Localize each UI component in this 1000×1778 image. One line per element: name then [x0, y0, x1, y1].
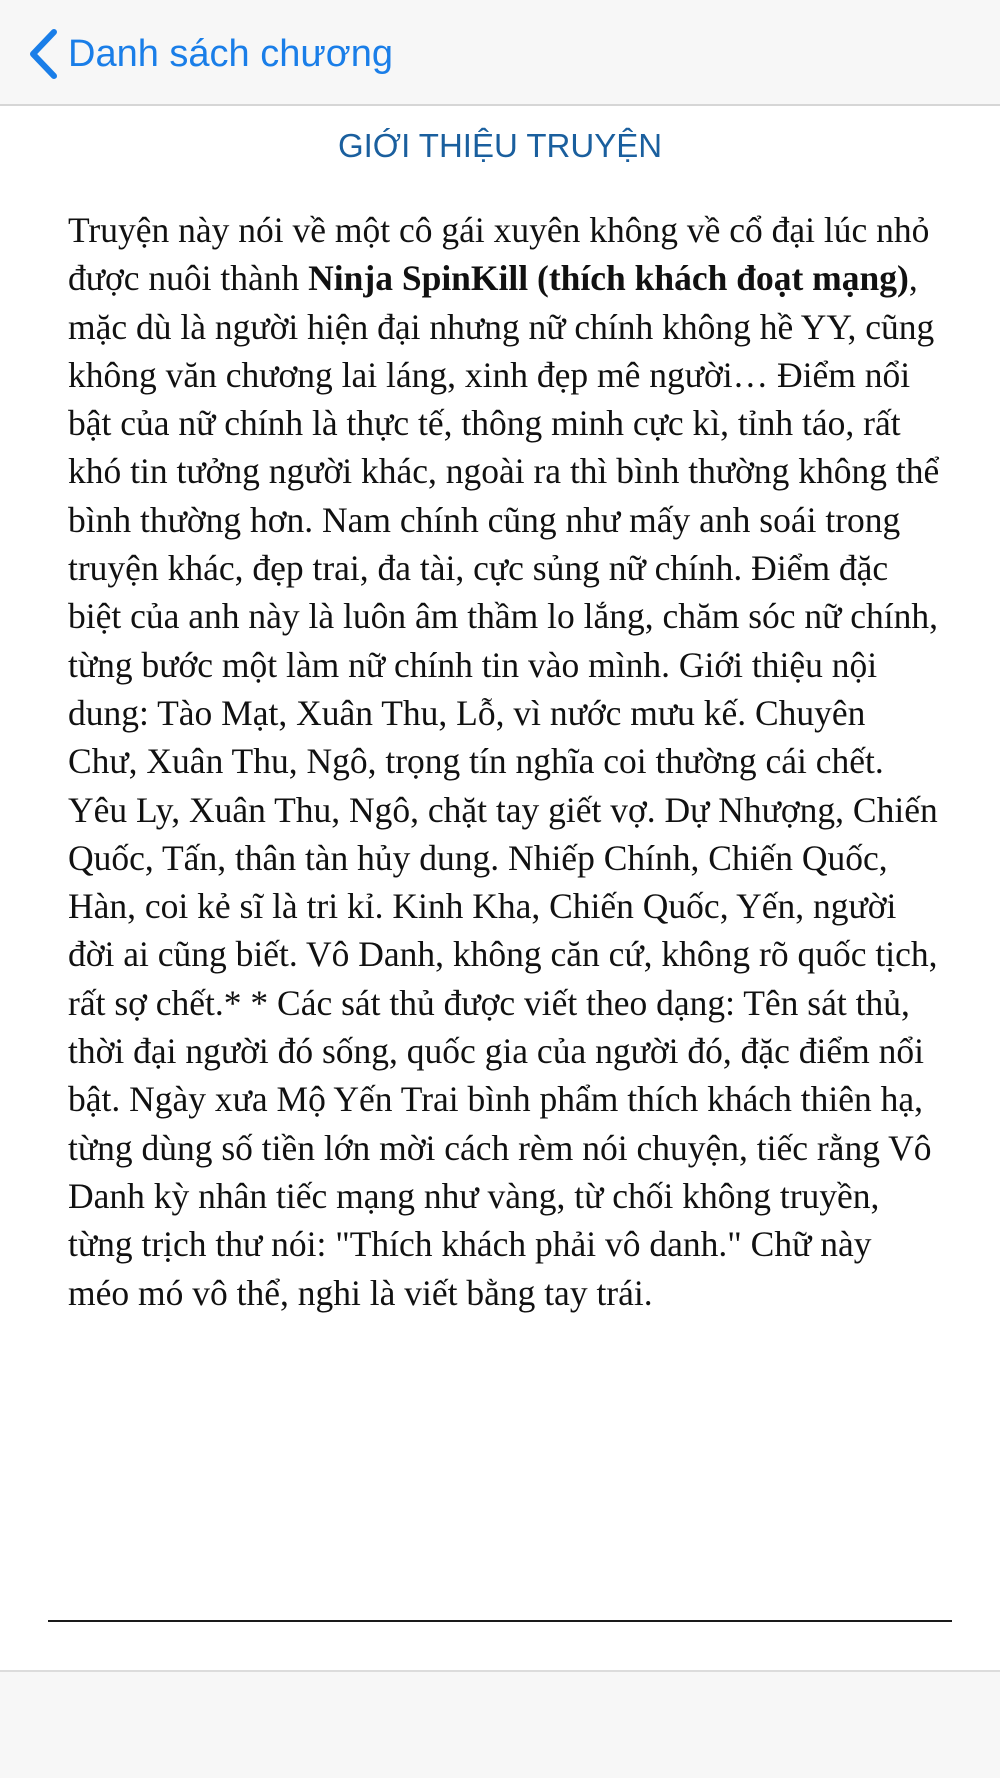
intro-text-bold: Ninja SpinKill (thích khách đoạt mạng): [308, 258, 909, 299]
content-divider: [48, 1620, 952, 1622]
bottom-toolbar: [0, 1670, 1000, 1778]
navigation-bar: [0, 0, 1000, 106]
story-intro-text: [68, 206, 940, 1317]
page-title: GIỚI THIỆU TRUYỆN: [337, 127, 663, 164]
intro-text-part2: , mặc dù là người hiện đại nhưng nữ chính không hề YY, cũng không văn chương lai láng, xinh đẹp mê người… Điểm nổi bật của nữ chính là thực tế, thông minh cực kì, tỉnh táo, rất khó tin tưởng người khác, ngoài ra thì bình thường không thể bình thường hơn. Nam chính cũng như mấy anh soái trong truyện khác, đẹp trai, đa tài, cực sủng nữ chính. Điểm đặc biệt của anh này là luôn âm thầm lo lắng, chăm sóc nữ chính, từng bước một làm nữ chính tin vào mình. Giới thiệu nội dung: Tào Mạt, Xuân Thu, Lỗ, vì nước mưu kế. Chuyên Chư, Xuân Thu, Ngô, trọng tín nghĩa coi thường cái chết. Yêu Ly, Xuân Thu, Ngô, chặt tay giết vợ. Dự Nhượng, Chiến Quốc, Tấn, thân tàn hủy dung. Nhiếp Chính, Chiến Quốc, Hàn, coi kẻ sĩ là tri kỉ. Kinh Kha, Chiến Quốc, Yến, người đời ai cũng biết. Vô Danh, không căn cứ, không rõ quốc tịch, rất sợ chết.* * Các sát thủ được viết theo dạng: Tên sát thủ, thời đại người đó sống, quốc gia của người đó, đặc điểm nổi bật. Ngày xưa Mộ Yến Trai bình phẩm thích khách thiên hạ, từng dùng số tiền lớn mời cách rèm nói chuyện, tiếc rằng Vô Danh kỳ nhân tiếc mạng như vàng, từ chối không truyền, từng trịch thư nói: "Thích khách phải vô danh." Chữ này méo mó vô thể, nghi là viết bằng tay trái.: [68, 258, 940, 1313]
back-button-label: Danh sách chương: [68, 33, 393, 75]
chevron-left-icon: [26, 28, 60, 80]
back-button[interactable]: [26, 26, 393, 82]
intro-text-part1: Truyện này nói về một cô gái xuyên không về cổ đại lúc nhỏ được nuôi thành: [68, 210, 930, 299]
